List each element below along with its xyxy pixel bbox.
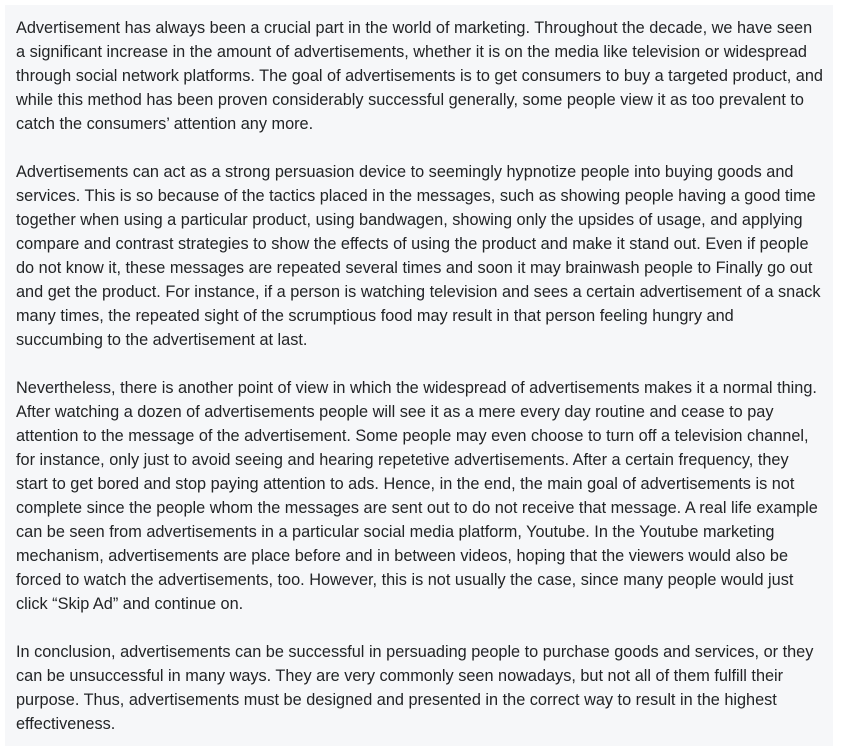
- paragraph-conclusion: In conclusion, advertisements can be successful in persuading people to purchase goods and services, or they can be unsuccessful in many ways. They are very commonly seen nowadays, but not all of them fulfill their purpose. Thus, advertisements must be designed and presented in the correct way to result in the highest effectiveness.: [16, 643, 814, 733]
- paragraph-persuasion: Advertisements can act as a strong persuasion device to seemingly hypnotize people into buying goods and services. This is so because of the tactics placed in the messages, such as showing people having a good time together when using a particular product, using bandwagen, showing only the upsides of usage, and applying compare and contrast strategies to show the effects of using the product and make it stand out. Even if people do not know it, these messages are repeated several times and soon it may brainwash people to Finally go out and get the product. For instance, if a person is watching television and sees a certain advertisement of a snack many times, the repeated sight of the scrumptious food may result in that person feeling hungry and succumbing to the advertisement at last.: [16, 163, 821, 349]
- paragraph-counterpoint: Nevertheless, there is another point of view in which the widespread of advertisements makes it a normal thing. After watching a dozen of advertisements people will see it as a mere every day routine and cease to pay attention to the message of the advertisement. Some people may even choose to turn off a television channel, for instance, only just to avoid seeing and hearing repetetive advertisements. After a certain frequency, they start to get bored and stop paying attention to ads. Hence, in the end, the main goal of advertisements is not complete since the people whom the messages are sent out to do not receive that message. A real life example can be seen from advertisements in a particular social media platform, Youtube. In the Youtube marketing mechanism, advertisements are place before and in between videos, hoping that the viewers would also be forced to watch the advertisements, too. However, this is not usually the case, since many people would just click “Skip Ad” and continue on.: [16, 379, 818, 613]
- paragraph-introduction: Advertisement has always been a crucial part in the world of marketing. Throughout the decade, we have seen a significant increase in the amount of advertisements, whether it is on the media like television or widespread through social network platforms. The goal of advertisements is to get consumers to buy a targeted product, and while this method has been proven considerably successful generally, some people view it as too prevalent to catch the consumers’ attention any more.: [16, 19, 823, 133]
- essay-panel: [5, 5, 833, 746]
